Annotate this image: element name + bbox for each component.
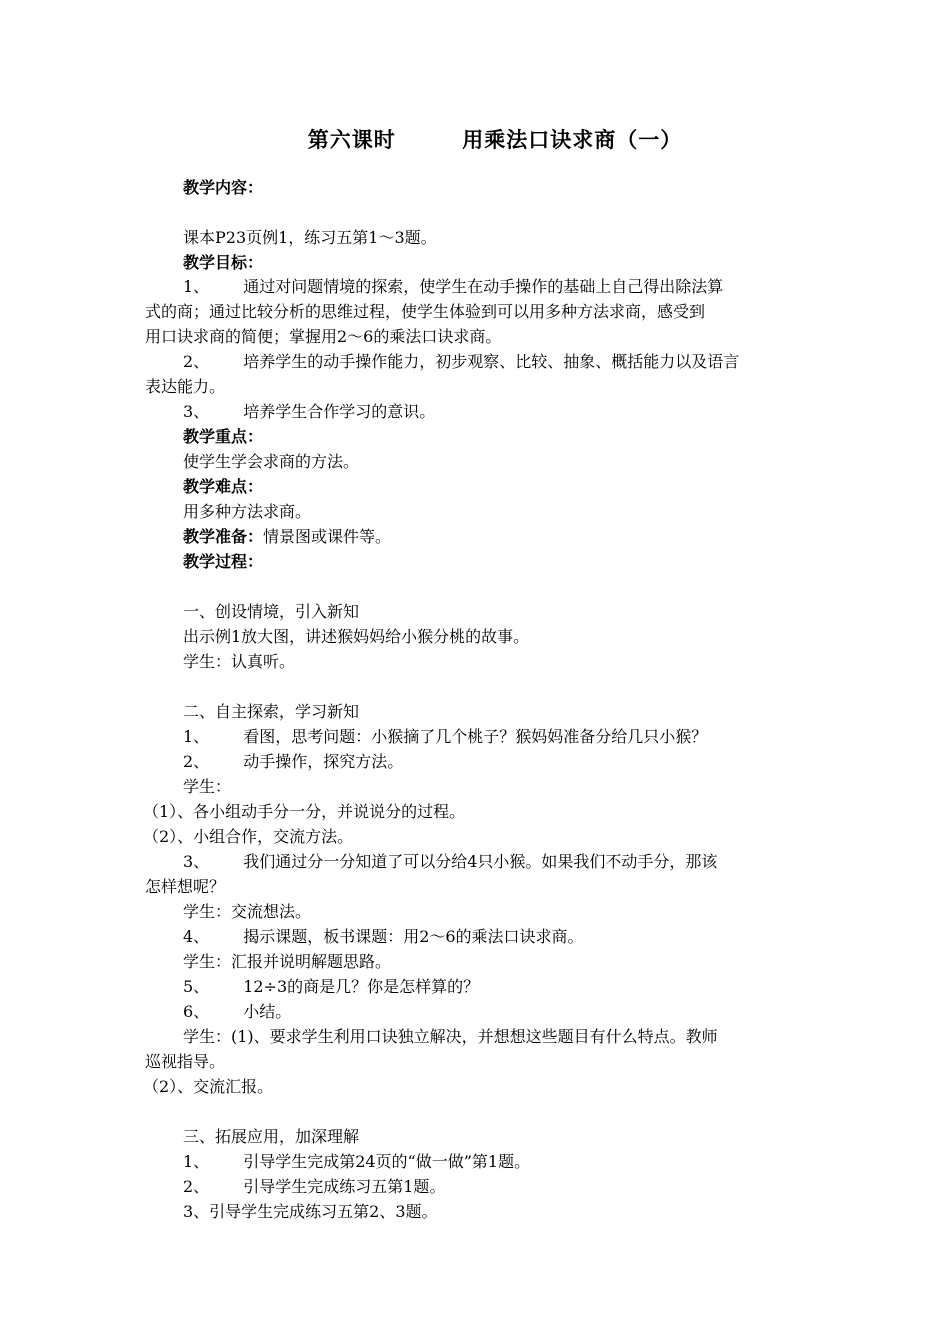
- goals-label: 教学目标：: [183, 253, 264, 272]
- section-1-heading: 一、创设情境，引入新知: [183, 602, 360, 621]
- step-5-number: 5、: [183, 977, 210, 996]
- prep-label: 教学准备：: [183, 527, 264, 546]
- difficulty-label: 教学难点：: [183, 477, 264, 496]
- section-2-step-3-line-2: 怎样想呢？: [145, 877, 226, 896]
- goal-1-number: 1、: [183, 277, 210, 296]
- document-title: 第六课时 用乘法口诀求商（一）: [307, 127, 683, 152]
- section-1-line-1: 出示例1放大图，讲述猴妈妈给小猴分桃的故事。: [183, 627, 530, 646]
- section-2-step-2: [183, 750, 403, 774]
- section-2-heading: 二、自主探索，学习新知: [183, 702, 360, 721]
- section-2-step-6-student-line-2: 巡视指导。: [145, 1052, 226, 1071]
- section-2-step-4-student: 学生：汇报并说明解题思路。: [183, 952, 392, 971]
- goal-3: [183, 400, 435, 424]
- step-2-text: 动手操作，探究方法。: [243, 752, 404, 771]
- step-6-number: 6、: [183, 1002, 210, 1021]
- goal-1-line-3: 用口诀求商的简便；掌握用2～6的乘法口诀求商。: [145, 327, 502, 346]
- prep-line: [183, 525, 391, 549]
- section-2-point-2: （2）、小组合作，交流方法。: [143, 827, 354, 846]
- prep-text: 情景图或课件等。: [263, 527, 392, 546]
- section-1-line-2: 学生：认真听。: [183, 652, 296, 671]
- goal-2-text: 培养学生的动手操作能力，初步观察、比较、抽象、概括能力以及语言: [243, 352, 740, 371]
- section-2-point-1: （1）、各小组动手分一分，并说说分的过程。: [143, 802, 466, 821]
- step-6-text: 小结。: [243, 1002, 292, 1021]
- section-2-step-5: [183, 975, 479, 999]
- goal-1-text: 通过对问题情境的探索，使学生在动手操作的基础上自己得出除法算: [243, 277, 724, 296]
- section-3-task-2: [183, 1175, 445, 1199]
- section-3-heading: 三、拓展应用，加深理解: [183, 1127, 360, 1146]
- key-text: 使学生学会求商的方法。: [183, 452, 360, 471]
- section-3-task-1: [183, 1150, 530, 1174]
- task-2-text: 引导学生完成练习五第1题。: [243, 1177, 446, 1196]
- goal-2: [183, 350, 739, 374]
- difficulty-text: 用多种方法求商。: [183, 502, 312, 521]
- goal-2-number: 2、: [183, 352, 210, 371]
- key-label: 教学重点：: [183, 427, 264, 446]
- step-4-text: 揭示课题，板书课题：用2～6的乘法口诀求商。: [243, 927, 584, 946]
- content-text: 课本P23页例1，练习五第1～3题。: [183, 228, 437, 247]
- step-3-text: 我们通过分一分知道了可以分给4只小猴。如果我们不动手分，那该: [243, 852, 718, 871]
- step-2-number: 2、: [183, 752, 210, 771]
- goal-2-line-2: 表达能力。: [145, 377, 226, 396]
- section-2-step-3-student: 学生：交流想法。: [183, 902, 312, 921]
- section-2-step-1: [183, 725, 707, 749]
- step-1-text: 看图，思考问题：小猴摘了几个桃子？猴妈妈准备分给几只小猴？: [243, 727, 708, 746]
- section-2-step-3: [183, 850, 717, 874]
- step-5-text: 12÷3的商是几？你是怎样算的？: [243, 977, 480, 996]
- section-2-step-6-student: 学生：(1)、要求学生利用口诀独立解决，并想想这些题目有什么特点。教师: [183, 1027, 718, 1046]
- section-2-step-4: [183, 925, 584, 949]
- section-2-student: 学生：: [183, 777, 232, 796]
- step-3-number: 3、: [183, 852, 210, 871]
- goal-1-line-2: 式的商；通过比较分析的思维过程，使学生体验到可以用多种方法求商，感受到: [145, 302, 706, 321]
- section-2-point-3: （2）、交流汇报。: [143, 1077, 274, 1096]
- goal-3-text: 培养学生合作学习的意识。: [243, 402, 436, 421]
- step-4-number: 4、: [183, 927, 210, 946]
- task-2-number: 2、: [183, 1177, 210, 1196]
- section-3-task-3: 3、引导学生完成练习五第2、3题。: [183, 1202, 438, 1221]
- goal-3-number: 3、: [183, 402, 210, 421]
- section-2-step-6: [183, 1000, 291, 1024]
- task-1-text: 引导学生完成第24页的“做一做”第1题。: [243, 1152, 531, 1171]
- process-label: 教学过程：: [183, 552, 264, 571]
- content-label: 教学内容：: [183, 178, 264, 197]
- goal-1: [183, 275, 723, 299]
- task-1-number: 1、: [183, 1152, 210, 1171]
- step-1-number: 1、: [183, 727, 210, 746]
